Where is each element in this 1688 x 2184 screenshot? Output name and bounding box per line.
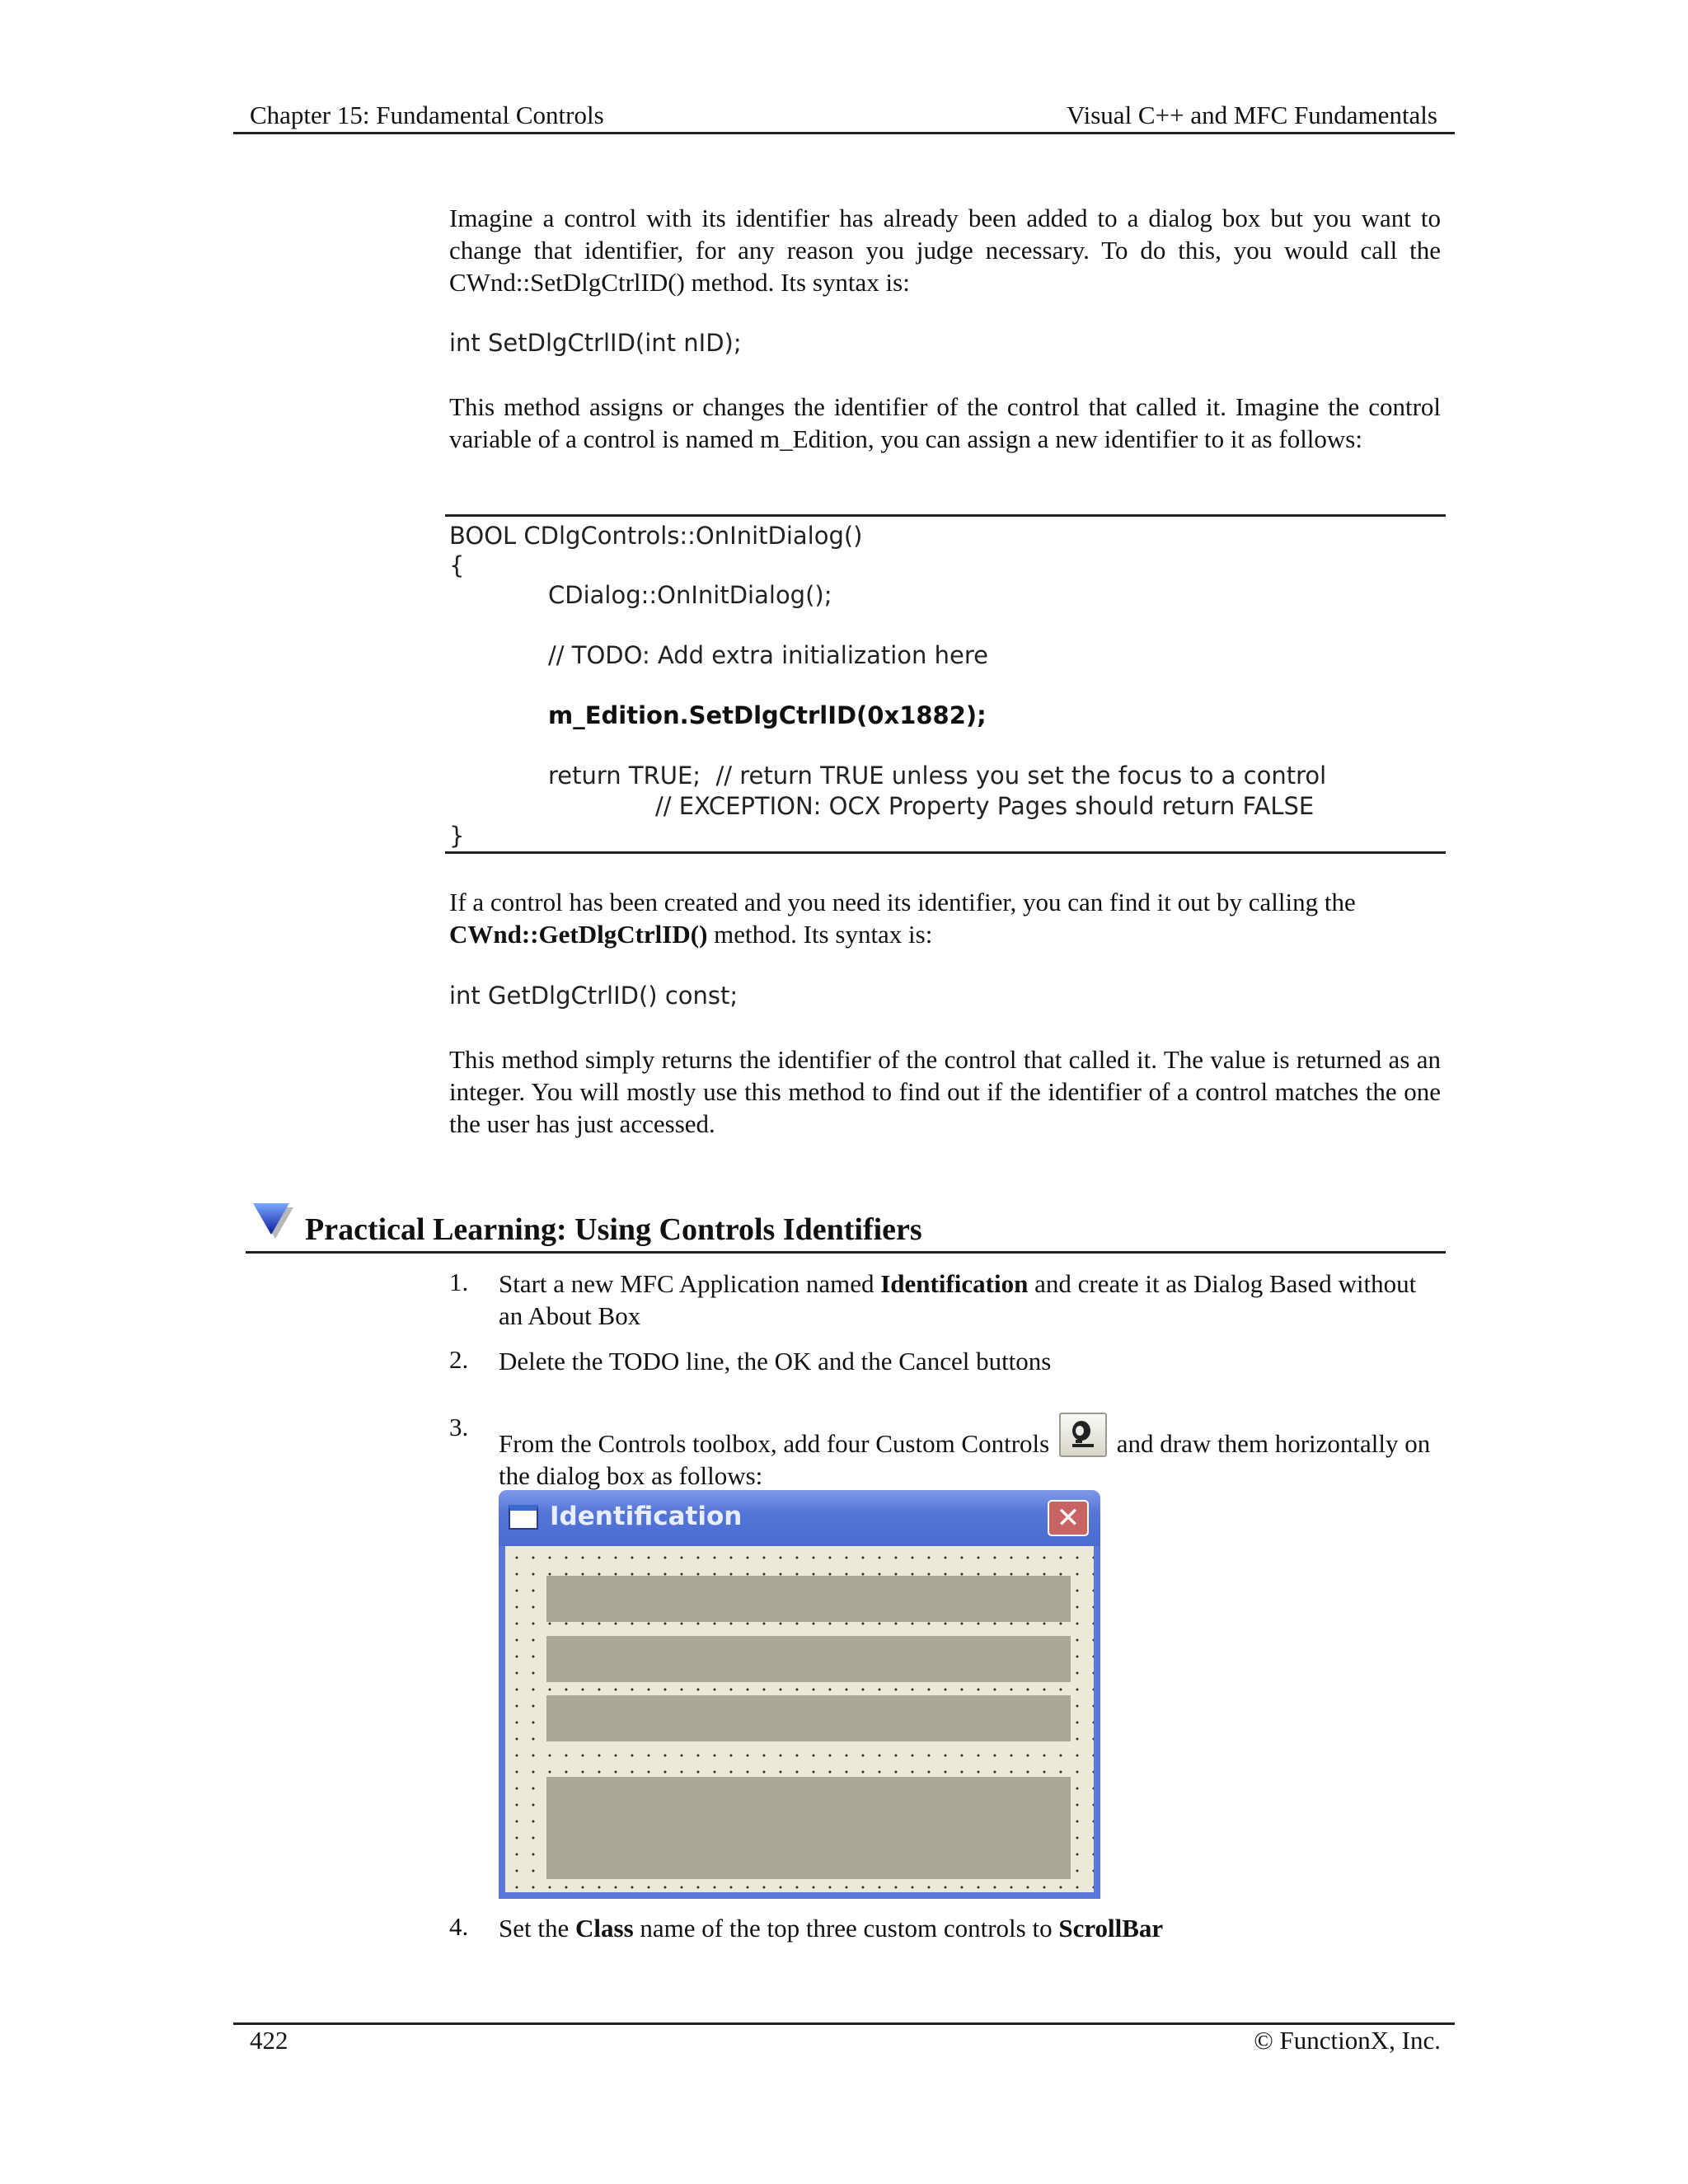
step-number: 1.	[449, 1268, 469, 1296]
custom-control-1[interactable]	[546, 1576, 1071, 1622]
custom-control-4[interactable]	[546, 1777, 1071, 1879]
step-3-text: From the Controls toolbox, add four Custom Controls and draw them horizontally on the dialog box as follows:	[499, 1413, 1447, 1492]
footer-rule	[233, 2022, 1455, 2025]
paragraph-1: Imagine a control with its identifier has already been added to a dialog box but you want to change that identifier, for any reason you judge necessary. To do this, you would call the CWnd::SetDlgCtrlID() method. Its syntax is:	[449, 204, 1441, 297]
code-line: BOOL CDlgControls::OnInitDialog()	[449, 522, 863, 550]
header-rule	[233, 132, 1455, 134]
window-icon	[509, 1505, 538, 1530]
dialog-title: Identification	[550, 1502, 743, 1531]
step-2-text: Delete the TODO line, the OK and the Cancel buttons	[499, 1347, 1052, 1376]
code-rule-top	[445, 514, 1446, 517]
step-1-text: Start a new MFC Application named Identification and create it as Dialog Based without an About Box	[499, 1269, 1417, 1330]
custom-control-icon	[1059, 1413, 1107, 1457]
running-header-left: Chapter 15: Fundamental Controls	[250, 101, 604, 129]
code-line: {	[449, 551, 465, 579]
blue-triangle-icon	[250, 1200, 294, 1240]
section-rule	[246, 1251, 1446, 1254]
syntax-getdlgctrlid: int GetDlgCtrlID() const;	[449, 982, 738, 1010]
code-line-highlighted: m_Edition.SetDlgCtrlID(0x1882);	[548, 701, 987, 729]
code-line: // TODO: Add extra initialization here	[548, 641, 988, 669]
dialog-title-bar	[499, 1490, 1100, 1546]
code-line: return TRUE; // return TRUE unless you set the focus to a control	[548, 762, 1327, 790]
step-number: 4.	[449, 1912, 469, 1941]
step-number: 3.	[449, 1413, 469, 1441]
step-4-text: Set the Class name of the top three custom controls to ScrollBar	[499, 1914, 1164, 1943]
code-line: }	[449, 822, 465, 850]
running-header-right: Visual C++ and MFC Fundamentals	[1067, 101, 1437, 129]
code-line: CDialog::OnInitDialog();	[548, 581, 832, 609]
custom-control-2[interactable]	[546, 1636, 1071, 1682]
method-name: CWnd::GetDlgCtrlID()	[449, 920, 708, 949]
code-rule-bottom	[445, 851, 1446, 854]
page-number: 422	[250, 2026, 288, 2055]
section-title: Practical Learning: Using Controls Identifiers	[305, 1212, 922, 1247]
custom-control-3[interactable]	[546, 1695, 1071, 1741]
dialog-client-area	[505, 1546, 1094, 1892]
copyright: © FunctionX, Inc.	[1254, 2026, 1441, 2055]
syntax-setdlgctrlid: int SetDlgCtrlID(int nID);	[449, 329, 742, 357]
identification-dialog	[499, 1490, 1100, 1899]
close-icon[interactable]: ✕	[1048, 1500, 1089, 1536]
step-number: 2.	[449, 1345, 469, 1374]
code-line: // EXCEPTION: OCX Property Pages should return FALSE	[655, 792, 1315, 820]
paragraph-2: This method assigns or changes the identifier of the control that called it. Imagine the control variable of a control is named m_Edition, you can assign a new identifier to it as follows:	[449, 392, 1441, 453]
paragraph-3: If a control has been created and you need its identifier, you can find it out by calling the CWnd::GetDlgCtrlID() method. Its syntax is:	[449, 888, 1356, 949]
paragraph-4: This method simply returns the identifier of the control that called it. The value is returned as an integer. You will mostly use this method to find out if the identifier of a control matches the one the user has just accessed.	[449, 1045, 1441, 1138]
